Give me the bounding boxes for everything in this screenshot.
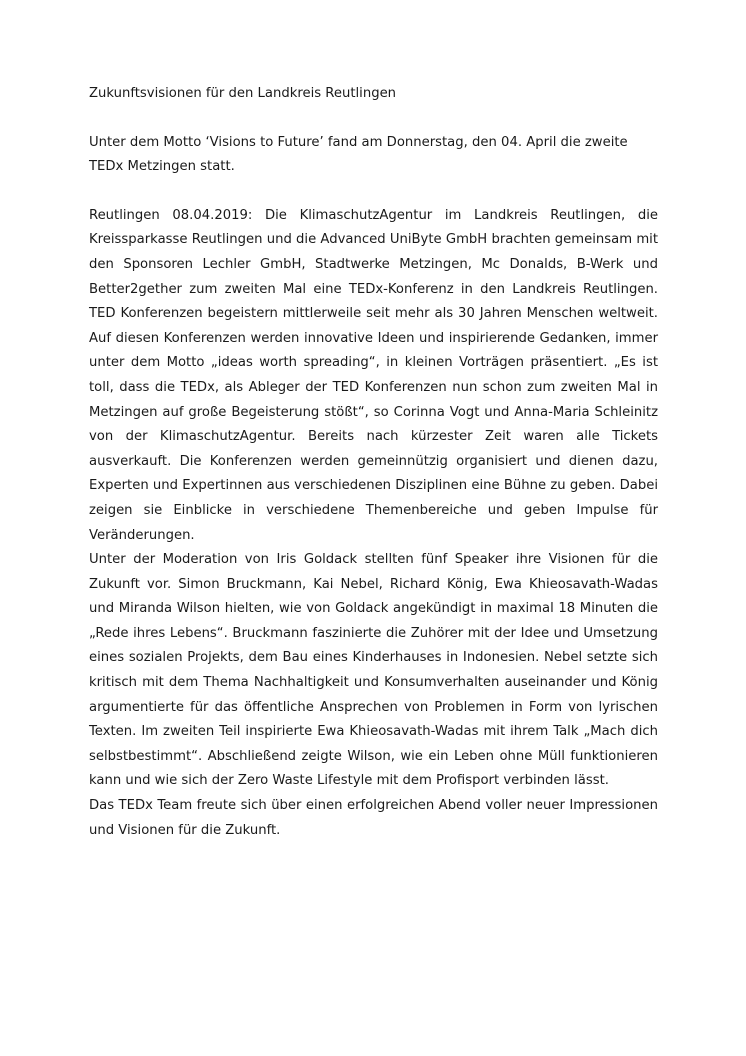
document-title: Zukunftsvisionen für den Landkreis Reutlingen xyxy=(89,86,397,101)
document-body xyxy=(89,82,658,843)
body-paragraph: Unter der Moderation von Iris Goldack stellten fünf Speaker ihre Visionen für die Zukunft vor. Simon Bruckmann, Kai Nebel, Richard König, Ewa Khieosavath-Wadas und Miranda Wilson hielten, wie von Goldack angekündigt in maximal 18 Minuten die „Rede ihres Lebens“. Bruckmann faszinierte die Zuhörer mit der Idee und Umsetzung eines sozialen Projekts, dem Bau eines Kinderhauses in Indonesien. Nebel setzte sich kritisch mit dem Thema Nachhaltigkeit und Konsumverhalten auseinander und König argumentierte für das öffentliche Ansprechen von Problemen in Form von lyrischen Texten. Im zweiten Teil inspirierte Ewa Khieosavath-Wadas mit ihrem Talk „Mach dich selbstbestimmt“. Abschließend zeigte Wilson, wie ein Leben ohne Müll funktionieren kann und wie sich der Zero Waste Lifestyle mit dem Profisport verbinden lässt. xyxy=(89,552,658,789)
intro-paragraph: Unter dem Motto ‘Visions to Future’ fand am Donnerstag, den 04. April die zweite TEDx Metzingen statt. xyxy=(89,134,628,175)
body-paragraph: Das TEDx Team freute sich über einen erfolgreichen Abend voller neuer Impressionen und Visionen für die Zukunft. xyxy=(89,798,658,838)
body-paragraph: Reutlingen 08.04.2019: Die KlimaschutzAgentur im Landkreis Reutlingen, die Kreissparkasse Reutlingen und die Advanced UniByte GmbH brachten gemeinsam mit den Sponsoren Lechler GmbH, Stadtwerke Metzingen, Mc Donalds, B-Werk und Better2gether zum zweiten Mal eine TEDx-Konferenz in den Landkreis Reutlingen. TED Konferenzen begeistern mittlerweile seit mehr als 30 Jahren Menschen weltweit. Auf diesen Konferenzen werden innovative Ideen und inspirierende Gedanken, immer unter dem Motto „ideas worth spreading“, in kleinen Vorträgen präsentiert. „Es ist toll, dass die TEDx, als Ableger der TED Konferenzen nun schon zum zweiten Mal in Metzingen auf große Begeisterung stößt“, so Corinna Vogt und Anna-Maria Schleinitz von der KlimaschutzAgentur. Bereits nach kürzester Zeit waren alle Tickets ausverkauft. Die Konferenzen werden gemeinnützig organisiert und dienen dazu, Experten und Expertinnen aus verschiedenen Disziplinen eine Bühne zu geben. Dabei zeigen sie Einblicke in verschiedene Themenbereiche und geben Impulse für Veränderungen. xyxy=(89,207,658,543)
